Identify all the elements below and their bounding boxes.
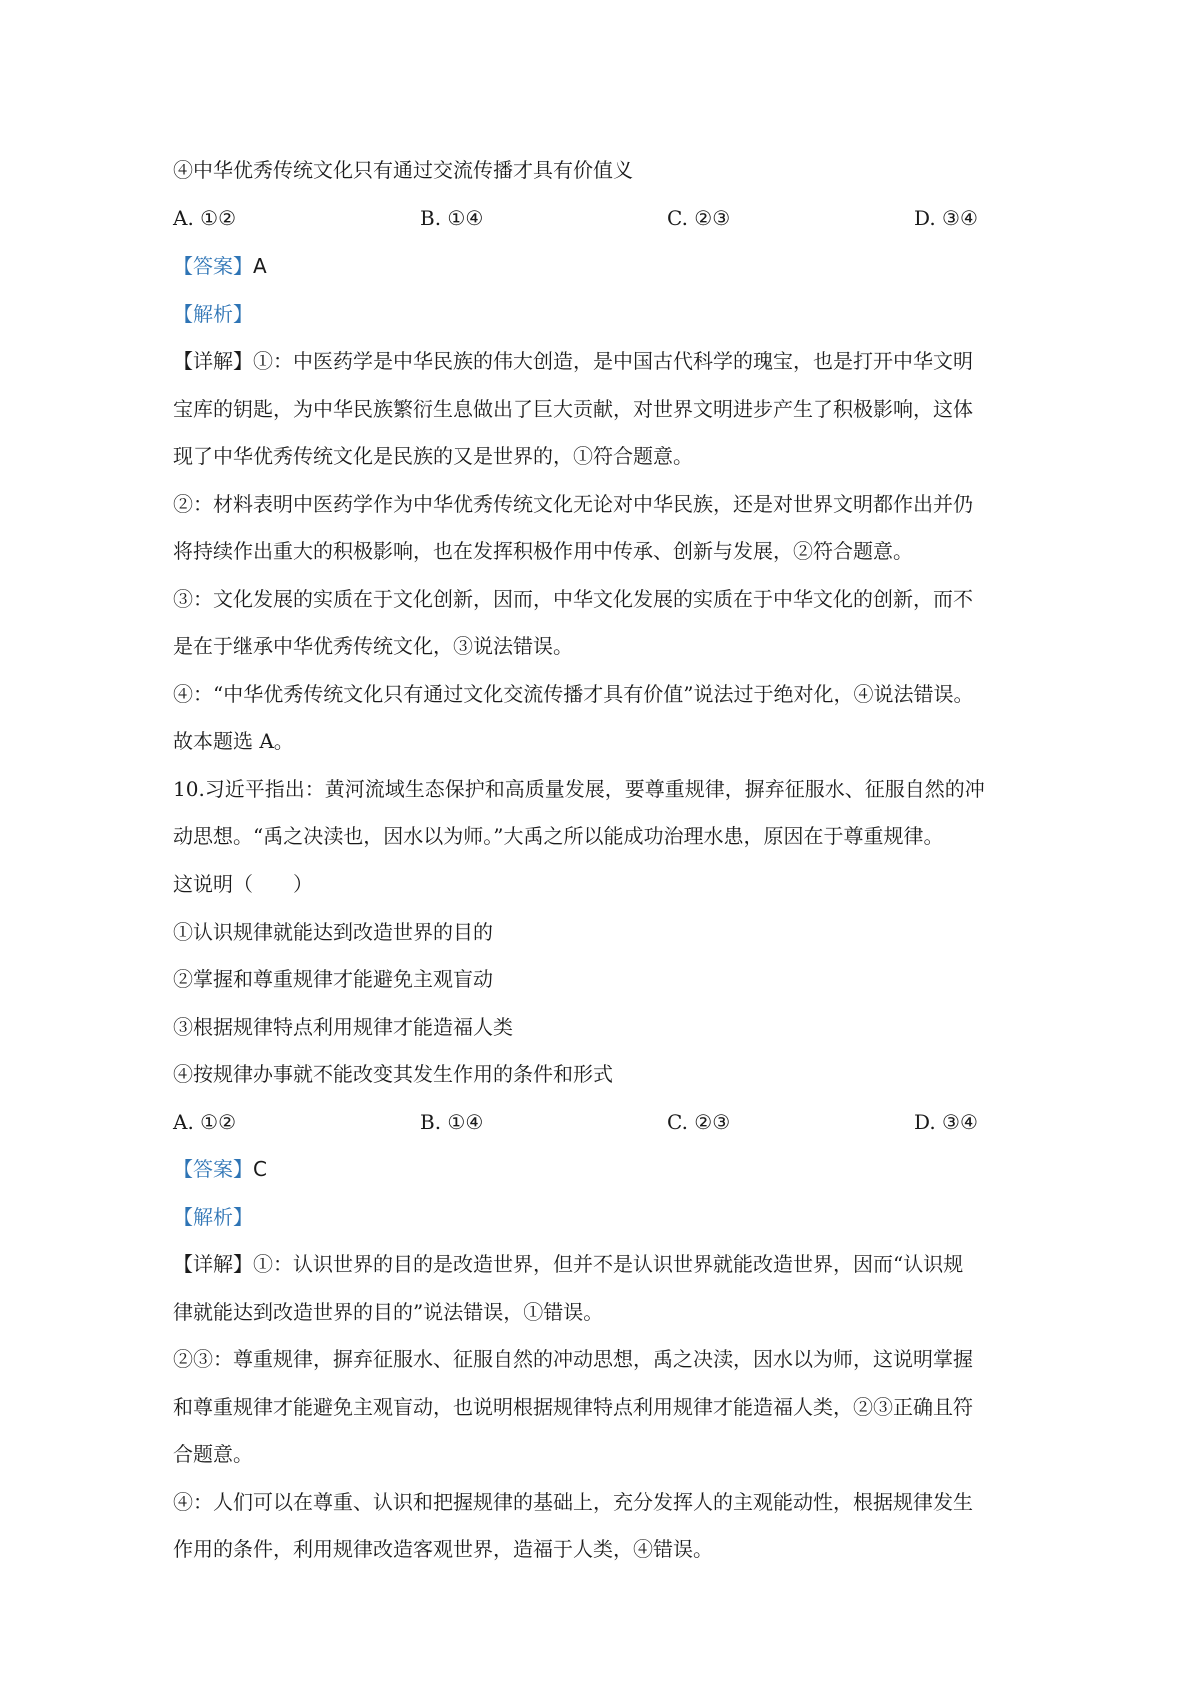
q9-conclusion: 故本题选 A。 xyxy=(173,729,294,753)
q10-option-a: A. ①② xyxy=(173,1110,237,1134)
q10-analysis xyxy=(173,1202,1043,1232)
q10-statement-1: ①认识规律就能达到改造世界的目的 xyxy=(173,920,493,944)
q10-statement-4: ④按规律办事就不能改变其发生作用的条件和形式 xyxy=(173,1062,613,1086)
q9-answer-tag: 【答案】 xyxy=(173,254,253,278)
q9-detail-text: ①：中医药学是中华民族的伟大创造，是中国古代科学的瑰宝，也是打开中华文明 xyxy=(253,349,973,373)
q9-detail-tag: 【详解】 xyxy=(173,349,253,373)
q9-answer xyxy=(173,251,1043,281)
q10-detail-line-3: ②③：尊重规律，摒弃征服水、征服自然的冲动思想，禹之决渎，因水以为师，这说明掌握 xyxy=(173,1347,973,1371)
q9-analysis xyxy=(173,299,1043,329)
q10-stem-line-1: 10.习近平指出：黄河流域生态保护和高质量发展，要尊重规律，摒弃征服水、征服自然的冲 xyxy=(173,777,985,801)
q9-answer-value: A xyxy=(253,254,267,278)
q10-detail-line-6: ④：人们可以在尊重、认识和把握规律的基础上，充分发挥人的主观能动性，根据规律发生 xyxy=(173,1490,973,1514)
q10-option-c: C. ②③ xyxy=(667,1110,731,1134)
q10-detail-tag: 【详解】 xyxy=(173,1252,253,1276)
q9-detail-line-2: 宝库的钥匙，为中华民族繁衍生息做出了巨大贡献，对世界文明进步产生了积极影响，这体 xyxy=(173,397,973,421)
q10-detail-line-4: 和尊重规律才能避免主观盲动，也说明根据规律特点利用规律才能造福人类，②③正确且符 xyxy=(173,1395,973,1419)
q10-analysis-tag: 【解析】 xyxy=(173,1205,253,1229)
q9-detail-line-7: 是在于继承中华优秀传统文化，③说法错误。 xyxy=(173,634,573,658)
q9-detail-line-4: ②：材料表明中医药学作为中华优秀传统文化无论对中华民族，还是对世界文明都作出并仍 xyxy=(173,492,973,516)
q9-detail-line-8: ④：“中华优秀传统文化只有通过文化交流传播才具有价值”说法过于绝对化，④说法错误。 xyxy=(173,682,974,706)
q9-option-c: C. ②③ xyxy=(667,206,731,230)
q10-answer-tag: 【答案】 xyxy=(173,1157,253,1181)
q10-statement-2: ②掌握和尊重规律才能避免主观盲动 xyxy=(173,967,493,991)
q9-options xyxy=(173,203,1043,233)
q10-detail-line-5: 合题意。 xyxy=(173,1442,253,1466)
q10-option-b: B. ①④ xyxy=(420,1110,484,1134)
q9-detail-line-1 xyxy=(173,346,1043,376)
q9-detail-line-3: 现了中华优秀传统文化是民族的又是世界的，①符合题意。 xyxy=(173,444,693,468)
q9-option-d: D. ③④ xyxy=(914,206,978,230)
q9-detail-line-5: 将持续作出重大的积极影响，也在发挥积极作用中传承、创新与发展，②符合题意。 xyxy=(173,539,913,563)
q9-analysis-tag: 【解析】 xyxy=(173,302,253,326)
q9-option-b: B. ①④ xyxy=(420,206,484,230)
q10-detail-line-2: 律就能达到改造世界的目的”说法错误，①错误。 xyxy=(173,1300,604,1324)
q10-detail-line-1 xyxy=(173,1249,1043,1279)
q10-answer-value: C xyxy=(253,1157,267,1181)
q10-statement-3: ③根据规律特点利用规律才能造福人类 xyxy=(173,1015,513,1039)
q10-stem-line-2: 动思想。“禹之决渎也，因水以为师。”大禹之所以能成功治理水患，原因在于尊重规律。 xyxy=(173,824,944,848)
q10-detail-line-7: 作用的条件，利用规律改造客观世界，造福于人类，④错误。 xyxy=(173,1537,713,1561)
q10-options xyxy=(173,1107,1043,1137)
q10-detail-text: ①：认识世界的目的是改造世界，但并不是认识世界就能改造世界，因而“认识规 xyxy=(253,1252,964,1276)
q9-detail-line-6: ③：文化发展的实质在于文化创新，因而，中华文化发展的实质在于中华文化的创新，而不 xyxy=(173,587,973,611)
q10-answer xyxy=(173,1154,1043,1184)
q10-stem-line-3: 这说明（ ） xyxy=(173,872,313,896)
q9-option-a: A. ①② xyxy=(173,206,237,230)
q10-option-d: D. ③④ xyxy=(914,1110,978,1134)
q9-statement-4: ④中华优秀传统文化只有通过交流传播才具有价值义 xyxy=(173,158,633,182)
